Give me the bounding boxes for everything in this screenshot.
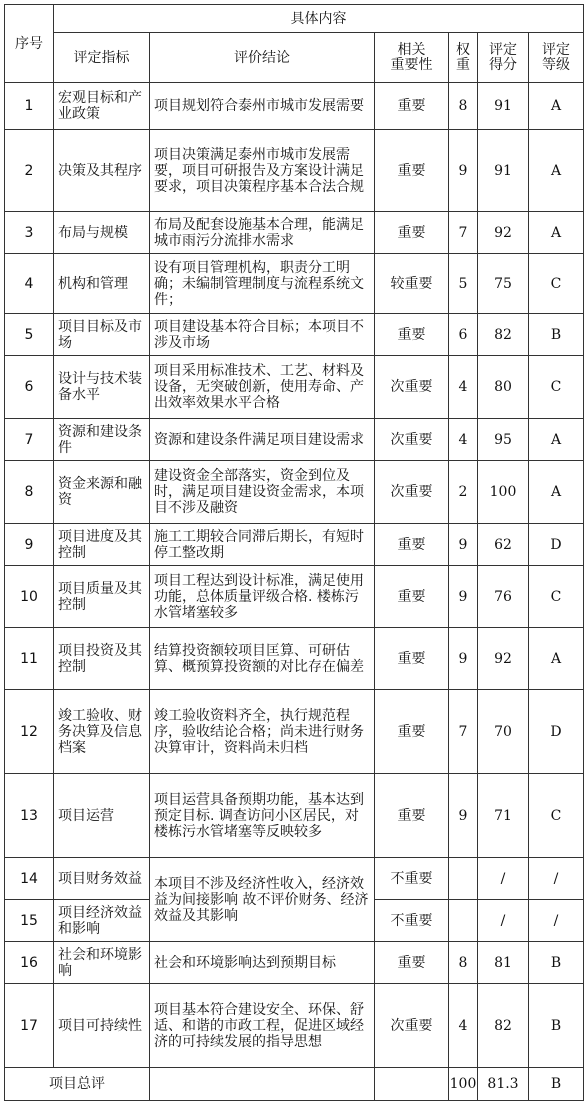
- header-indicator: 评定指标: [54, 33, 150, 83]
- row-grade: A: [529, 419, 584, 461]
- row-weight: 4: [449, 419, 478, 461]
- row-weight: 2: [449, 461, 478, 524]
- header-index: 序号: [5, 5, 54, 83]
- row-weight: 5: [449, 254, 478, 314]
- row-grade: A: [529, 83, 584, 130]
- row-weight: [449, 900, 478, 942]
- row-conclusion: 资源和建设条件满足项目建设需求: [150, 419, 375, 461]
- row-indicator: 项目目标及市场: [54, 314, 150, 356]
- header-row-1: [5, 5, 584, 33]
- row-importance: 重要: [375, 130, 449, 212]
- row-conclusion: 项目基本符合建设安全、环保、舒适、和谐的市政工程，促进区域经济的可持续发展的指导思想: [150, 984, 375, 1068]
- row-grade: C: [529, 566, 584, 628]
- row-importance: 重要: [375, 774, 449, 858]
- row-importance: 不重要: [375, 900, 449, 942]
- row-index: 15: [5, 900, 54, 942]
- row-indicator: 资源和建设条件: [54, 419, 150, 461]
- row-weight: [449, 858, 478, 900]
- row-score: 82: [478, 984, 529, 1068]
- row-grade: /: [529, 900, 584, 942]
- row-importance: 不重要: [375, 858, 449, 900]
- row-index: 13: [5, 774, 54, 858]
- row-index: 3: [5, 212, 54, 254]
- table-row: [5, 690, 584, 774]
- total-score: 81.3: [478, 1068, 529, 1101]
- row-indicator: 项目进度及其控制: [54, 524, 150, 566]
- row-grade: D: [529, 690, 584, 774]
- row-grade: B: [529, 314, 584, 356]
- row-grade: A: [529, 628, 584, 690]
- table-row: [5, 984, 584, 1068]
- row-indicator: 项目财务效益: [54, 858, 150, 900]
- row-index: 4: [5, 254, 54, 314]
- evaluation-table: [4, 4, 584, 1101]
- row-score: /: [478, 900, 529, 942]
- row-index: 9: [5, 524, 54, 566]
- header-weight: 权 重: [449, 33, 478, 83]
- header-group: 具体内容: [54, 5, 584, 33]
- row-grade: /: [529, 858, 584, 900]
- row-grade: D: [529, 524, 584, 566]
- row-conclusion: 布局及配套设施基本合理，能满足城市雨污分流排水需求: [150, 212, 375, 254]
- row-conclusion-merged: 本项目不涉及经济性收入，经济效益为间接影响 故不评价财务、经济效益及其影响: [150, 858, 375, 942]
- table-row: [5, 212, 584, 254]
- row-importance: 重要: [375, 566, 449, 628]
- row-indicator: 机构和管理: [54, 254, 150, 314]
- row-score: 82: [478, 314, 529, 356]
- table-row: [5, 566, 584, 628]
- row-indicator: 设计与技术装备水平: [54, 356, 150, 419]
- row-weight: 9: [449, 628, 478, 690]
- table-row: [5, 130, 584, 212]
- row-weight: 8: [449, 83, 478, 130]
- header-conclusion: 评价结论: [150, 33, 375, 83]
- row-score: 92: [478, 628, 529, 690]
- table-row: [5, 356, 584, 419]
- row-index: 1: [5, 83, 54, 130]
- row-index: 11: [5, 628, 54, 690]
- row-indicator: 项目质量及其控制: [54, 566, 150, 628]
- total-grade: B: [529, 1068, 584, 1101]
- row-grade: C: [529, 254, 584, 314]
- total-importance: [375, 1068, 449, 1101]
- row-grade: C: [529, 356, 584, 419]
- row-indicator: 竣工验收、财务决算及信息档案: [54, 690, 150, 774]
- row-conclusion: 施工工期较合同滞后期长，有短时停工整改期: [150, 524, 375, 566]
- row-weight: 9: [449, 774, 478, 858]
- row-index: 5: [5, 314, 54, 356]
- row-importance: 次重要: [375, 984, 449, 1068]
- row-index: 16: [5, 942, 54, 984]
- row-weight: 4: [449, 356, 478, 419]
- row-indicator: 项目经济效益和影响: [54, 900, 150, 942]
- row-index: 17: [5, 984, 54, 1068]
- row-score: 71: [478, 774, 529, 858]
- total-weight: 100: [449, 1068, 478, 1101]
- row-conclusion: 项目工程达到设计标准，满足使用功能，总体质量评级合格. 楼栋污水管堵塞较多: [150, 566, 375, 628]
- row-grade: C: [529, 774, 584, 858]
- row-indicator: 项目投资及其控制: [54, 628, 150, 690]
- row-conclusion: 项目规划符合泰州市城市发展需要: [150, 83, 375, 130]
- row-grade: A: [529, 130, 584, 212]
- row-indicator: 资金来源和融资: [54, 461, 150, 524]
- header-importance: 相关 重要性: [375, 33, 449, 83]
- total-row: [5, 1068, 584, 1101]
- row-importance: 次重要: [375, 461, 449, 524]
- row-importance: 重要: [375, 524, 449, 566]
- header-row-2: [5, 33, 584, 83]
- row-index: 10: [5, 566, 54, 628]
- row-indicator: 项目可持续性: [54, 984, 150, 1068]
- table-row: [5, 254, 584, 314]
- row-weight: 4: [449, 984, 478, 1068]
- table-row: [5, 942, 584, 984]
- row-indicator: 布局与规模: [54, 212, 150, 254]
- row-importance: 重要: [375, 942, 449, 984]
- row-indicator: 决策及其程序: [54, 130, 150, 212]
- row-weight: 9: [449, 566, 478, 628]
- header-grade: 评定 等级: [529, 33, 584, 83]
- row-index: 12: [5, 690, 54, 774]
- row-grade: A: [529, 461, 584, 524]
- table-row: [5, 83, 584, 130]
- row-weight: 8: [449, 942, 478, 984]
- row-importance: 次重要: [375, 356, 449, 419]
- row-score: 91: [478, 83, 529, 130]
- row-weight: 7: [449, 690, 478, 774]
- row-weight: 9: [449, 130, 478, 212]
- row-importance: 重要: [375, 628, 449, 690]
- row-importance: 重要: [375, 83, 449, 130]
- row-index: 2: [5, 130, 54, 212]
- row-weight: 7: [449, 212, 478, 254]
- row-score: 100: [478, 461, 529, 524]
- row-importance: 较重要: [375, 254, 449, 314]
- table-row: [5, 314, 584, 356]
- row-importance: 重要: [375, 212, 449, 254]
- row-grade: B: [529, 942, 584, 984]
- table-row: [5, 628, 584, 690]
- row-score: 62: [478, 524, 529, 566]
- row-score: /: [478, 858, 529, 900]
- row-score: 80: [478, 356, 529, 419]
- row-score: 91: [478, 130, 529, 212]
- row-score: 75: [478, 254, 529, 314]
- row-score: 95: [478, 419, 529, 461]
- table-row: [5, 419, 584, 461]
- row-conclusion: 竣工验收资料齐全，执行规范程序，验收结论合格；尚未进行财务决算审计，资料尚未归档: [150, 690, 375, 774]
- row-conclusion: 项目决策满足泰州市城市发展需要，项目可研报告及方案设计满足要求，项目决策程序基本合法合规: [150, 130, 375, 212]
- row-index: 8: [5, 461, 54, 524]
- table-row: [5, 461, 584, 524]
- table-row: [5, 774, 584, 858]
- total-conclusion: [150, 1068, 375, 1101]
- row-indicator: 宏观目标和产业政策: [54, 83, 150, 130]
- row-grade: B: [529, 984, 584, 1068]
- row-indicator: 社会和环境影响: [54, 942, 150, 984]
- row-importance: 次重要: [375, 419, 449, 461]
- table-row: [5, 858, 584, 900]
- row-index: 6: [5, 356, 54, 419]
- row-score: 92: [478, 212, 529, 254]
- row-conclusion: 建设资金全部落实，资金到位及时，满足项目建设资金需求，本项目不涉及融资: [150, 461, 375, 524]
- table-row: [5, 524, 584, 566]
- row-grade: A: [529, 212, 584, 254]
- row-score: 76: [478, 566, 529, 628]
- row-conclusion: 设有项目管理机构，职责分工明确；未编制管理制度与流程系统文件；: [150, 254, 375, 314]
- row-conclusion: 项目采用标准技术、工艺、材料及设备，无突破创新，使用寿命、产出效率效果水平合格: [150, 356, 375, 419]
- row-weight: 9: [449, 524, 478, 566]
- total-label: 项目总评: [5, 1068, 150, 1101]
- row-index: 14: [5, 858, 54, 900]
- header-score: 评定 得分: [478, 33, 529, 83]
- row-conclusion: 项目运营具备预期功能，基本达到预定目标. 调查访问小区居民，对楼栋污水管堵塞等反映较多: [150, 774, 375, 858]
- row-score: 81: [478, 942, 529, 984]
- row-importance: 重要: [375, 314, 449, 356]
- row-conclusion: 社会和环境影响达到预期目标: [150, 942, 375, 984]
- row-index: 7: [5, 419, 54, 461]
- row-score: 70: [478, 690, 529, 774]
- row-conclusion: 结算投资额较项目匡算、可研估算、概预算投资额的对比存在偏差: [150, 628, 375, 690]
- row-importance: 重要: [375, 690, 449, 774]
- row-weight: 6: [449, 314, 478, 356]
- row-indicator: 项目运营: [54, 774, 150, 858]
- row-conclusion: 项目建设基本符合目标；本项目不涉及市场: [150, 314, 375, 356]
